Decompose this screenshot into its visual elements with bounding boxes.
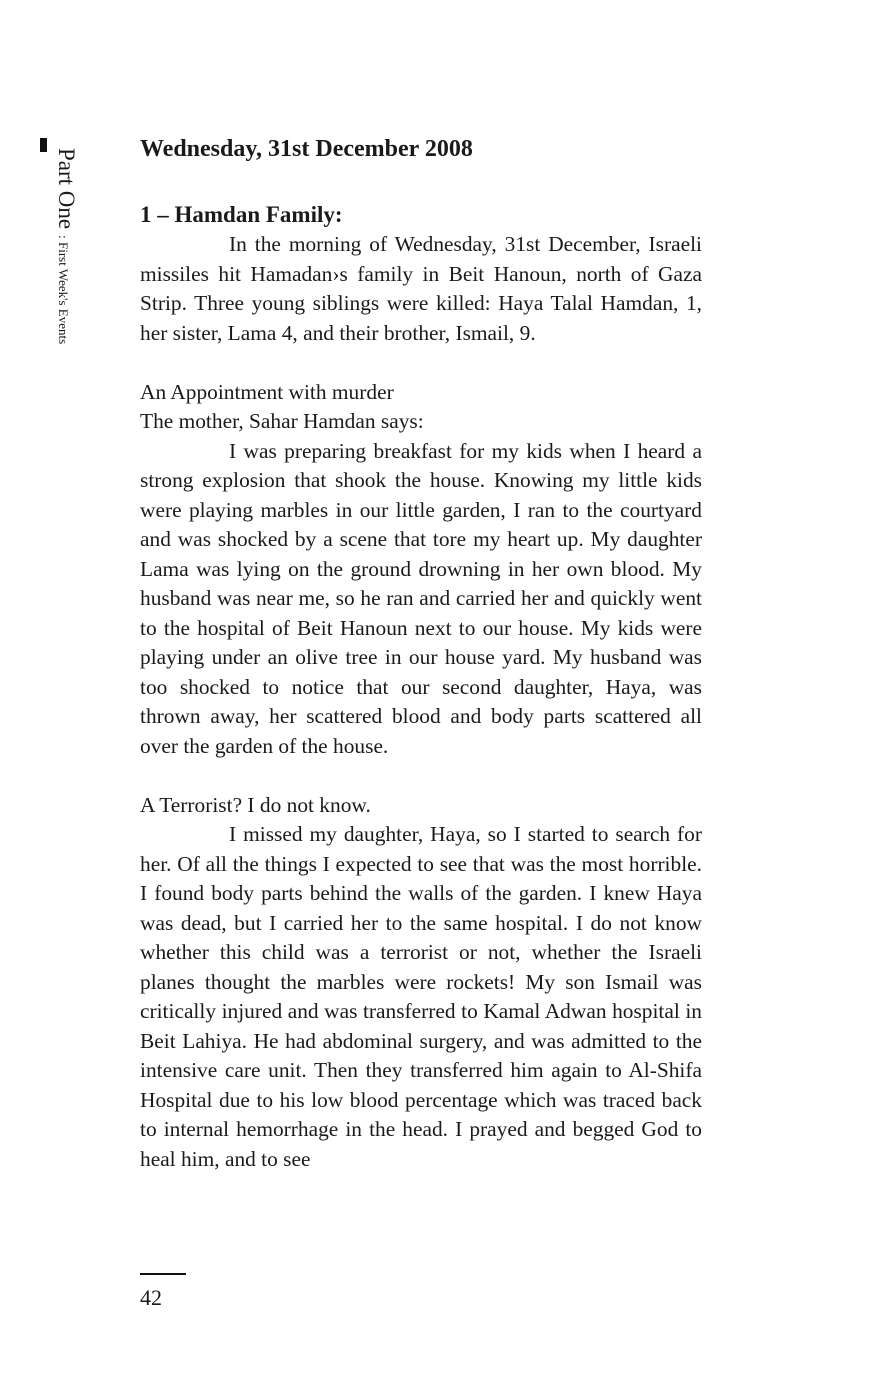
page-content: [140, 131, 702, 1174]
spacer: [140, 348, 702, 378]
spacer: [140, 761, 702, 791]
appointment-paragraph: I was preparing breakfast for my kids when I heard a strong explosion that shook the house. Knowing my little kids were playing marbles in our little garden, I ran to the courtyard and was shocked by a scene that tore my heart up. My daughter Lama was lying on the ground drowning in her own blood. My husband was near me, so he ran and carried her and quickly went to the hospital of Beit Hanoun next to our house. My kids were playing under an olive tree in our house yard. My husband was too shocked to notice that our second daughter, Haya, was thrown away, her scattered blood and body parts scattered all over the garden of the house.: [140, 438, 702, 758]
running-header-vertical: [55, 148, 78, 344]
terrorist-paragraph: I missed my daughter, Haya, so I started to search for her. Of all the things I expected to see that was the most horrible. I found body parts behind the walls of the garden. I knew Haya was dead, but I carried her to the same hospital. I do not know whether this child was a terrorist or not, whether the Israeli planes thought the marbles were rockets! My son Ismail was critically injured and was transferred to Kamal Adwan hospital in Beit Lahiya. He had abdominal surgery, and was admitted to the intensive care unit. Then they transferred him again to Al-Shifa Hospital due to his low blood percentage which was traced back to internal hemorrhage in the head. I prayed and begged God to heal him, and to see: [140, 822, 702, 1171]
part-title: Part One: [54, 148, 79, 230]
mother-intro: The mother, Sahar Hamdan says:: [140, 409, 424, 433]
part-subtitle: : First Week's Events: [56, 235, 71, 345]
side-tab-marker: [40, 138, 47, 152]
page-number: 42: [140, 1285, 162, 1310]
subheading-terrorist: A Terrorist? I do not know.: [140, 792, 371, 817]
subheading-appointment: An Appointment with murder: [140, 379, 394, 404]
section-paragraph: In the morning of Wednesday, 31st December, Israeli missiles hit Hamadan›s family in Beit Hanoun, north of Gaza Strip. Three young siblings were killed: Haya Talal Hamdan, 1, her sister, Lama 4, and their brother, Ismail, 9.: [140, 232, 702, 345]
date-heading: Wednesday, 31st December 2008: [140, 136, 473, 162]
footer-rule: [140, 1273, 186, 1275]
section-heading: 1 – Hamdan Family:: [140, 202, 343, 227]
